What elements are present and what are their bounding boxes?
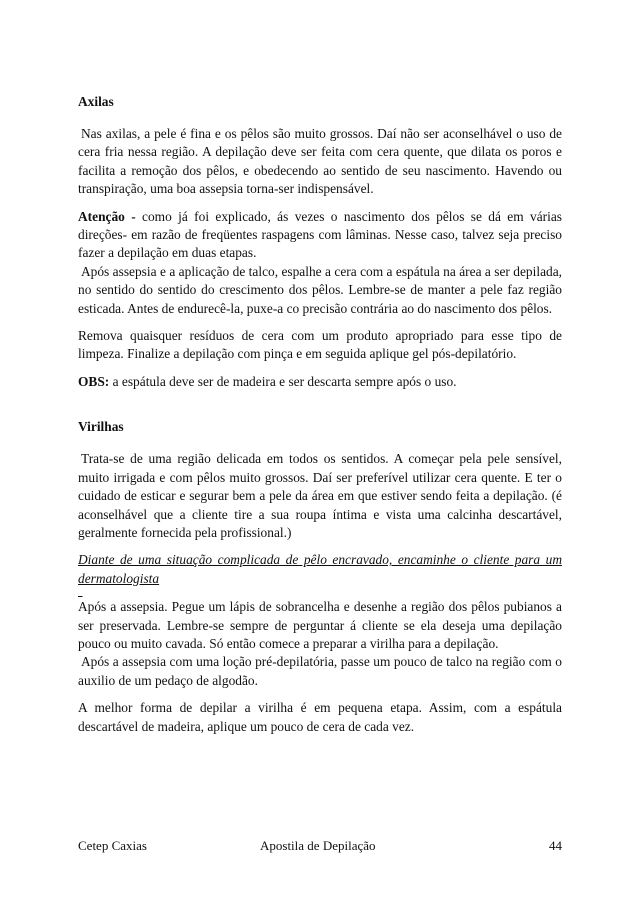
virilhas-paragraph-1: Trata-se de uma região delicada em todos os sentidos. A começar pela pele sensível, muito irrigada e com pêlos muito grossos. Daí ser preferível utilizar cera quente. E ter o cuidado de esticar e segurar bem a pele da área em que estiver sendo feita a depilação. (é aconselhável que a cliente tire a sua roupa íntima e vista uma calcinha descartável, geralmente fornecida pela profissional.) xyxy=(78,451,562,540)
page-body xyxy=(78,93,562,736)
attention-label: Atenção - xyxy=(78,208,136,224)
virilhas-paragraph-4: A melhor forma de depilar a virilha é em pequena etapa. Assim, com a espátula descartável de madeira, aplique um pouco de cera de cada vez. xyxy=(78,700,562,734)
axilas-paragraph-1: Nas axilas, a pele é fina e os pêlos são muito grossos. Daí não ser aconselhável o uso de cera fria nessa região. A depilação deve ser feita com cera quente, que dilata os poros e facilita a remoção dos pêlos, e obedecendo ao sentido de seu nascimento. Havendo ou transpiração, uma boa assepsia torna-ser indispensável. xyxy=(78,126,562,197)
obs-paragraph xyxy=(78,373,562,391)
section-title-axilas: Axilas xyxy=(78,94,114,109)
virilhas-paragraph-2: Após a assepsia. Pegue um lápis de sobrancelha e desenhe a região dos pêlos pubianos a ser preservada. Lembre-se sempre de perguntar á cliente se ela deseja uma depilação pouco ou muito cavada. Só então comece a preparar a virilha para a depilação. xyxy=(78,599,562,651)
axilas-attention-paragraph xyxy=(78,208,562,263)
footer-institution: Cetep Caxias xyxy=(78,838,147,853)
page-footer xyxy=(78,838,562,854)
attention-text: como já foi explicado, ás vezes o nascimento dos pêlos se dá em várias direções- em razão de freqüentes raspagens com lâminas. Nesse caso, talvez seja preciso fazer a depilação em duas etapas. xyxy=(78,208,562,261)
obs-label: OBS: xyxy=(78,373,110,389)
dermatologist-note: Diante de uma situação complicada de pêlo encravado, encaminhe o cliente para um dermatologista xyxy=(78,552,562,586)
note-separator xyxy=(78,588,562,598)
axilas-paragraph-4: Remova quaisquer resíduos de cera com um produto apropriado para esse tipo de limpeza. Finalize a depilação com pinça e em seguida aplique gel pós-depilatório. xyxy=(78,328,562,362)
obs-text: a espátula deve ser de madeira e ser descarta sempre após o uso. xyxy=(109,373,457,389)
footer-document-title: Apostila de Depilação xyxy=(260,838,376,853)
axilas-paragraph-3: Após assepsia e a aplicação de talco, espalhe a cera com a espátula na área a ser depilada, no sentido do sentido do crescimento dos pêlos. Lembre-se de manter a pele faz região esticada. Antes de endurecê-la, puxe-a co precisão contrária ao do nascimento dos pêlos. xyxy=(78,263,562,316)
footer-page-number: 44 xyxy=(549,838,562,853)
section-title-virilhas: Virilhas xyxy=(78,419,124,435)
virilhas-paragraph-3: Após a assepsia com uma loção pré-depilatória, passe um pouco de talco na região com o auxilio de um pedaço de algodão. xyxy=(78,654,562,688)
